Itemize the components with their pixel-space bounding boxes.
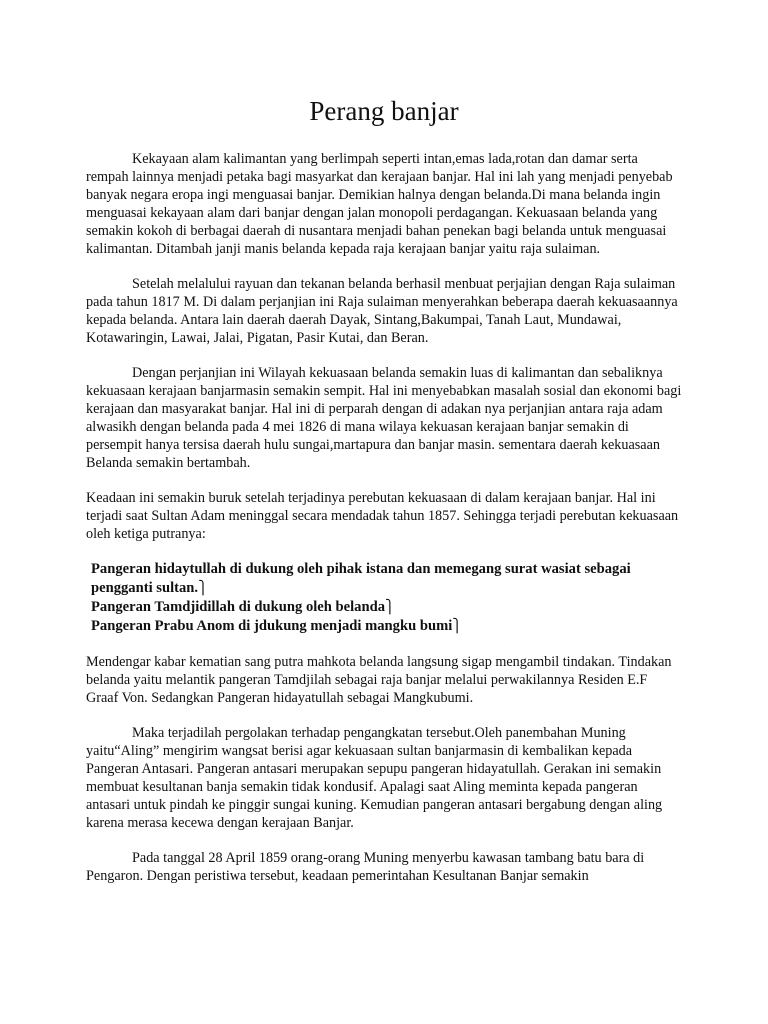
heirs-list <box>86 560 682 636</box>
paragraph-7: Pada tanggal 28 April 1859 orang-orang Muning menyerbu kawasan tambang batu bara di Pengaron. Dengan peristiwa tersebut, keadaan pemerintahan Kesultanan Banjar semakin <box>86 850 645 884</box>
document-body <box>86 150 682 902</box>
list-item <box>86 560 682 598</box>
list-item <box>86 617 682 636</box>
page-title: Perang banjar <box>309 96 459 126</box>
list-item-text: Pangeran Tamdjidillah di dukung oleh belanda <box>91 599 386 615</box>
paragraph-1: Kekayaan alam kalimantan yang berlimpah seperti intan,emas lada,rotan dan damar serta rempah lainnya menjadi petaka bagi masyarkat dan kerajaan banjar. Hal ini lah yang menjadi penyebab banyak negara eropa ingi menguasai banjar. Demikian halnya dengan belanda.Di mana belanda ingin menguasai kekayaan alam dari banjar dengan jalan monopoli perdagangan. Kekuasaan belanda yang semakin kokoh di berbagai daerah di nusantara menjadi bahan penekan bagi belanda untuk menguasai kalimantan. Ditambah janji manis belanda kepada raja kerajaan banjar yaitu raja sulaiman. <box>86 151 673 257</box>
paragraph-4: Keadaan ini semakin buruk setelah terjadinya perebutan kekuasaan di dalam kerajaan banjar. Hal ini terjadi saat Sultan Adam meninggal secara mendadak tahun 1857. Sehingga terjadi perebutan kekuasaan oleh ketiga putranya: <box>86 490 679 542</box>
bracket-mark: ⎫ <box>385 600 395 615</box>
paragraph-5: Mendengar kabar kematian sang putra mahkota belanda langsung sigap mengambil tindakan. Tindakan belanda yaitu melantik pangeran Tamdjilah sebagai raja banjar melalui perwakilannya Residen E.F Graaf Von. Sedangkan Pangeran hidayatullah sebagai Mangkubumi. <box>86 654 672 706</box>
list-item <box>86 598 682 617</box>
list-item-text: Pangeran Prabu Anom di jdukung menjadi mangku bumi <box>91 618 453 634</box>
paragraph-2: Setelah melalului rayuan dan tekanan belanda berhasil menbuat perjajian dengan Raja sulaiman pada tahun 1817 M. Di dalam perjanjian ini Raja sulaiman menyerahkan beberapa daerah kekuasaannya kepada belanda. Antara lain daerah daerah Dayak, Sintang,Bakumpai, Tanah Laut, Mundawai, Kotawaringin, Lawai, Jalai, Pigatan, Pasir Kutai, dan Beran. <box>86 276 678 346</box>
paragraph-3: Dengan perjanjian ini Wilayah kekuasaan belanda semakin luas di kalimantan dan sebaliknya kekuasaan kerajaan banjarmasin semakin sempit. Hal ini menyebabkan masalah sosial dan ekonomi bagi kerajaan dan masyarakat banjar. Hal ini di perparah dengan di adakan nya perjanjian antara raja adam alwasikh dengan belanda pada 4 mei 1826 di mana wilaya kekuasan kerajaan banjar semakin di persempit hanya tersisa daerah hulu sungai,martapura dan banjar masin. sementara daerah kekuasaan Belanda semakin bertambah. <box>86 365 682 471</box>
list-item-text: Pangeran hidaytullah di dukung oleh pihak istana dan memegang surat wasiat sebagai pengganti sultan. <box>91 561 631 596</box>
bracket-mark: ⎫ <box>198 581 208 596</box>
paragraph-6: Maka terjadilah pergolakan terhadap pengangkatan tersebut.Oleh panembahan Muning yaitu“Aling” mengirim wangsat berisi agar kekuasaan sultan banjarmasin di kembalikan kepada Pangeran Antasari. Pangeran antasari merupakan sepupu pangeran hidayatullah. Gerakan ini semakin membuat kesultanan banja semakin tidak kondusif. Apalagi saat Aling meminta kepada pangeran antasari untuk pindah ke pinggir sungai kuning. Kemudian pangeran antasari bergabung dengan aling karena merasa kecewa dengan kerajaan Banjar. <box>86 725 663 831</box>
bracket-mark: ⎫ <box>452 619 463 634</box>
